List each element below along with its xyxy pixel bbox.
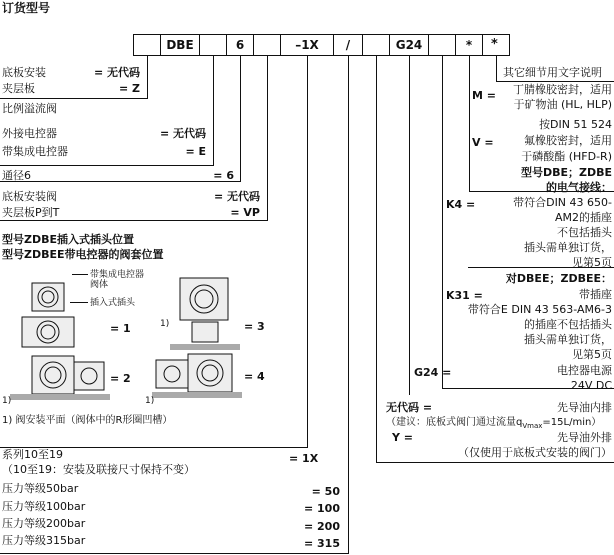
- option-value: = VP: [230, 206, 260, 219]
- code-star: *: [491, 37, 498, 52]
- note-marker: 1): [145, 396, 155, 406]
- option-series: 系列10至19: [2, 448, 63, 461]
- drain-code-internal: 无代码 =: [386, 401, 433, 414]
- option-pressure-200: 压力等级200bar: [2, 517, 86, 530]
- option-value: = 50: [311, 485, 340, 498]
- seal-code-m: M =: [472, 89, 496, 102]
- option-other-details: 其它细节用文字说明: [503, 66, 602, 79]
- code-box-10: [428, 34, 456, 56]
- option-mount-subplate: 底板安装: [2, 66, 46, 79]
- option-value: = 200: [303, 520, 340, 533]
- option-sandwich-pt: 夹层板P到T: [2, 206, 60, 219]
- supply-desc: 24V DC: [570, 379, 612, 392]
- position-code: = 3: [244, 320, 265, 333]
- option-pressure-315: 压力等级315bar: [2, 534, 86, 547]
- code-box-11: *: [455, 34, 483, 56]
- option-size: 通径6: [2, 169, 31, 182]
- option-value: = 无代码: [159, 127, 206, 140]
- connector-heading: 的电气接线：: [546, 181, 612, 194]
- connector-line: [307, 56, 308, 447]
- connector-line: [0, 165, 214, 166]
- callout-label: 带集成电控器: [90, 270, 145, 280]
- connector-desc: 带符合E DIN 43 563-AM6-3: [467, 303, 612, 316]
- code-box-8: [362, 34, 390, 56]
- connector-line: [267, 56, 268, 220]
- supply-desc: 电控器电源: [557, 364, 612, 377]
- position-code: = 4: [244, 370, 265, 383]
- position-code: = 1: [110, 322, 131, 335]
- callout-label: 阀体: [90, 280, 109, 290]
- option-value: = 1X: [289, 452, 319, 465]
- page-title: 订货型号: [2, 1, 51, 15]
- connector-line: [0, 220, 268, 221]
- connector-desc: 见第5页: [572, 348, 612, 361]
- callout-line: [70, 302, 88, 303]
- code-box-dbe: DBE: [160, 34, 200, 56]
- connector-heading: 型号DBE；ZDBE: [520, 166, 612, 179]
- connector-desc: 的插座不包括插头: [524, 318, 612, 331]
- option-value: = 无代码: [213, 190, 260, 203]
- connector-desc: 插头需单独订货，: [524, 241, 612, 254]
- series-note: （10至19：安装及联接尺寸保持不变）: [2, 463, 195, 476]
- section-heading: 型号ZDBE插入式插头位置: [2, 233, 135, 246]
- seal-desc: 丁腈橡胶密封，适用: [513, 83, 612, 96]
- connector-desc: 插头需单独订货，: [524, 333, 612, 346]
- connector-line: [0, 98, 148, 99]
- seal-code-v: V =: [472, 136, 494, 149]
- code-box-g24: G24: [389, 34, 429, 56]
- connector-line: [496, 81, 614, 82]
- connector-desc: 带插座: [579, 288, 612, 301]
- drain-code-external: Y =: [392, 431, 414, 444]
- connector-line: [213, 56, 214, 165]
- callout-line: [72, 274, 88, 275]
- seal-desc: 按DIN 51 524: [539, 118, 612, 131]
- seal-desc: 于磷酸酯 (HFD-R): [521, 150, 612, 163]
- option-value: = 100: [303, 502, 340, 515]
- option-external-amp: 外接电控器: [2, 127, 57, 140]
- section-heading: 型号ZDBEE带电控器的阀套位置: [2, 248, 164, 261]
- valve-type-label: 比例溢流阀: [2, 102, 57, 115]
- connector-line: [496, 56, 497, 81]
- code-box-1: [133, 34, 161, 56]
- option-subplate-valve: 底板安装阀: [2, 190, 57, 203]
- code-box-series: –1X: [280, 34, 334, 56]
- connector-line: [409, 56, 410, 395]
- connector-line: [147, 56, 148, 98]
- footnote: 1) 阀安装平面（阀体中的R形圈凹槽）: [2, 415, 173, 426]
- code-box-size: 6: [226, 34, 254, 56]
- seal-desc: 氟橡胶密封，适用: [524, 134, 612, 147]
- option-pressure-100: 压力等级100bar: [2, 500, 86, 513]
- option-value: = 无代码: [93, 66, 140, 79]
- option-pressure-50: 压力等级50bar: [2, 482, 79, 495]
- callout-label: 插入式插头: [90, 298, 136, 308]
- option-integrated-amp: 带集成电控器: [2, 145, 68, 158]
- code-box-5: [253, 34, 281, 56]
- seal-desc: 于矿物油 (HL, HLP): [513, 98, 612, 111]
- connector-heading: 对DBEE；ZDBEE：: [505, 272, 612, 285]
- connector-desc: 不包括插头: [557, 226, 612, 239]
- option-sandwich: 夹层板: [2, 82, 35, 95]
- note-marker: 1): [2, 396, 12, 406]
- drain-desc: 先导油内排: [557, 401, 612, 414]
- connector-line: [240, 56, 241, 181]
- drain-flow-note: （建议：底板式阀门通过流量$q_{Vmax}=15L/\min$）: [386, 417, 602, 430]
- connector-desc: AM2的插座: [554, 211, 612, 224]
- position-code: = 2: [110, 372, 131, 385]
- connector-line: [348, 56, 349, 553]
- connector-line: [0, 553, 349, 554]
- option-value: = Z: [118, 82, 140, 95]
- connector-code-k4: K4 =: [446, 198, 476, 211]
- supply-code-g24: G24 =: [414, 366, 452, 379]
- option-value: = 6: [213, 169, 234, 182]
- drain-desc: 先导油外排: [557, 431, 612, 444]
- option-value: = 315: [303, 537, 340, 550]
- connector-desc: 见第5页: [572, 256, 612, 269]
- connector-line: [442, 56, 443, 388]
- connector-desc: 带符合DIN 43 650-: [513, 196, 612, 209]
- option-value: = E: [185, 145, 206, 158]
- connector-line: [376, 462, 614, 463]
- connector-code-k31: K31 =: [446, 289, 483, 302]
- connector-line: [376, 56, 377, 462]
- note-marker: 1): [160, 319, 170, 329]
- code-box-3: [199, 34, 227, 56]
- drain-desc: （仅使用于底板式安装的阀门）: [458, 446, 612, 459]
- code-box-slash: /: [333, 34, 363, 56]
